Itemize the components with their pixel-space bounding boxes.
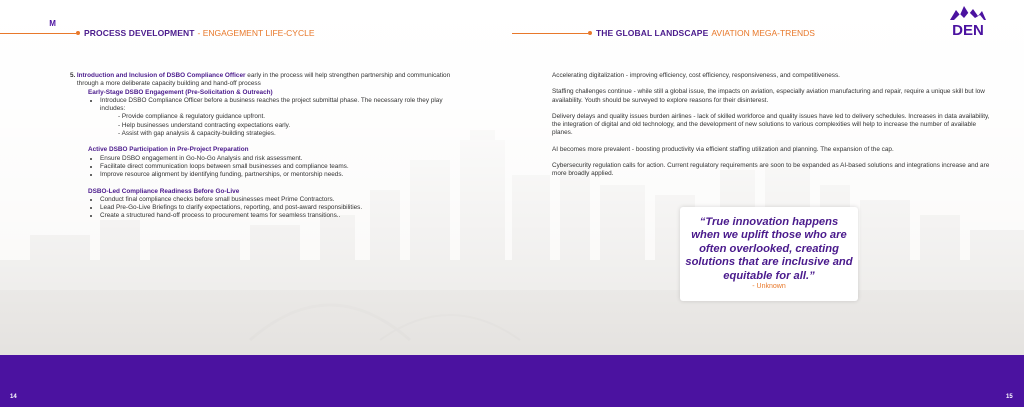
page-number-right: 15 <box>1006 394 1013 400</box>
trend-paragraph: Accelerating digitalization - improving efficiency, cost efficiency, responsiveness, and competitiveness. <box>552 72 840 79</box>
trend-paragraph: Cybersecurity regulation calls for action. Current regulatory requirements are soon to be expanded as AI-based solutions and integrations increase and are more broadly applied. <box>552 162 990 178</box>
right-column <box>552 72 990 187</box>
list-item: • Ensure DSBO engagement in Go-No-Go Analysis and risk assessment. <box>100 155 460 163</box>
section-heading: DSBO-Led Compliance Readiness Before Go-Live <box>88 187 240 195</box>
list-item: • Improve resource alignment by identifying funding, partnerships, or mentorship needs. <box>100 171 460 179</box>
list-item: • Introduce DSBO Compliance Officer before a business reaches the project submittal phase. The necessary role they play includes: - Provide compliance & regulatory guidance upfront. - Help businesses understand contracting expectations early. - Assist with gap analysis & capacity-building strategies. <box>100 97 460 138</box>
sub-bullets <box>100 113 460 138</box>
item-number: 5. <box>70 72 76 79</box>
list-item: • Conduct final compliance checks before small businesses meet Prime Contractors. <box>100 196 460 204</box>
right-section-header <box>512 26 815 40</box>
footer-bar <box>0 355 1024 407</box>
quote-text: “True innovation happens when we uplift those who are often overlooked, creating solutions that are inclusive and equitable for all.” <box>685 216 853 282</box>
left-header-title: PROCESS DEVELOPMENT <box>84 28 195 38</box>
list-item: - Help businesses understand contracting expectations early. <box>118 122 460 130</box>
list-item: - Provide compliance & regulatory guidance upfront. <box>118 113 460 121</box>
list-item: • Lead Pre-Go-Live Briefings to clarify expectations, reporting, and post-award responsibilities. <box>100 204 460 212</box>
section-bullets <box>70 97 460 138</box>
quote-author: - Unknown <box>752 283 786 291</box>
trend-paragraph: Delivery delays and quality issues burden airlines - lack of skilled workforce and quality issues have led to delivery schedules. Increases in data availability, the integration of digital and old technology, and the development of new solutions to various complexities will help to increase the number of available planes. <box>552 112 990 137</box>
list-item: - Assist with gap analysis & capacity-building strategies. <box>118 130 460 138</box>
trend-paragraph: AI becomes more prevalent - boosting productivity via efficient staffing utilization and planning. The expansion of the cap. <box>552 145 894 153</box>
numbered-item <box>70 72 460 89</box>
right-header-title: THE GLOBAL LANDSCAPE <box>596 28 709 38</box>
page-number-left: 14 <box>10 394 17 400</box>
section-bullets <box>70 196 460 221</box>
quote-box <box>680 207 858 301</box>
section-bullets <box>70 155 460 180</box>
maxx-impact-logo-icon: M <box>46 17 59 30</box>
brand-name: maxximpactgroup <box>62 20 116 27</box>
powered-by-label: powered by <box>12 20 44 27</box>
list-item: • Facilitate direct communication loops between small businesses and compliance teams. <box>100 163 460 171</box>
left-column <box>70 72 460 221</box>
list-item: • Create a structured hand-off process to procurement teams for seamless transitions.. <box>100 212 460 220</box>
den-logo <box>948 2 988 38</box>
left-header-subtitle: - ENGAGEMENT LIFE-CYCLE <box>197 28 315 38</box>
den-logo-text: DEN <box>952 22 984 38</box>
trend-paragraph: Staffing challenges continue - while still a global issue, the impacts on aviation, especially aviation manufacturing and repair, require a unique skill but low availability. Youth should be surveyed to explore reasons for their disinterest. <box>552 88 985 104</box>
section-heading: Early-Stage DSBO Engagement (Pre-Solicitation & Outreach) <box>88 88 273 96</box>
right-header-subtitle: AVIATION MEGA-TRENDS <box>711 28 815 38</box>
powered-by <box>12 17 115 30</box>
item-text: early in the process will help strengthen partnership and communication through a more deliberate capacity building and hand-off process <box>76 72 451 88</box>
section-heading: Active DSBO Participation in Pre-Project Preparation <box>88 146 249 154</box>
item-title: Introduction and Inclusion of DSBO Compliance Officer <box>76 72 246 79</box>
item-paragraph <box>77 72 460 89</box>
